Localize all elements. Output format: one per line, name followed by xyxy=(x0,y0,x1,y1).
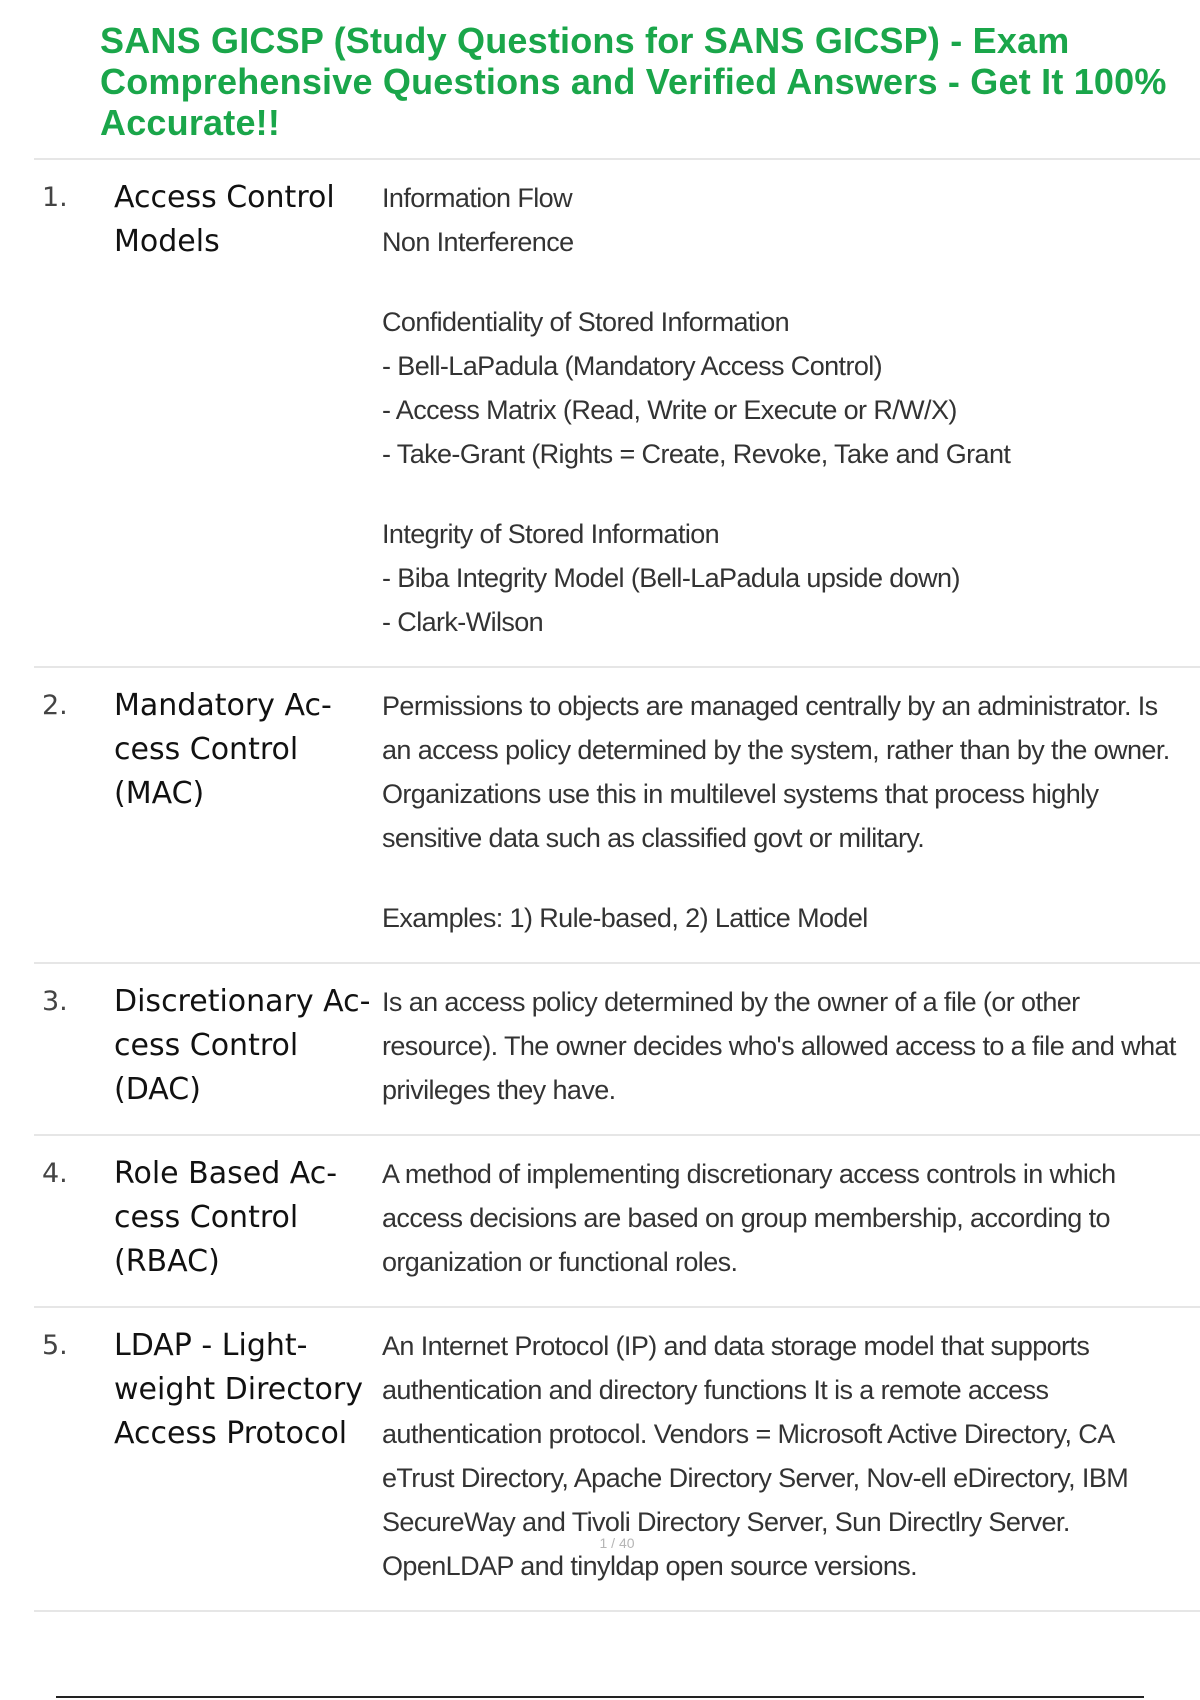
definition-line: A method of implementing discretionary access controls in which access decisions are based on group membership, according to organization or functional roles. xyxy=(382,1159,1116,1277)
qa-definition xyxy=(382,176,1200,644)
qa-term: Mandatory Ac-cess Control (MAC) xyxy=(114,688,332,811)
paragraph-gap xyxy=(382,476,1186,512)
definition-line: - Bell-LaPadula (Mandatory Access Control) xyxy=(382,351,883,381)
definition-line: Confidentiality of Stored Information xyxy=(382,307,790,337)
qa-term: Discretionary Ac-cess Control (DAC) xyxy=(114,984,371,1107)
definition-line: - Take-Grant (Rights = Create, Revoke, Take and Grant xyxy=(382,439,1011,469)
definition-line: - Biba Integrity Model (Bell-LaPadula upside down) xyxy=(382,563,960,593)
definition-line: Permissions to objects are managed centrally by an administrator. Is an access policy determined by the system, rather than by the owner. Organizations use this in multilevel systems that process highly sensitive data such as classified govt or military. xyxy=(382,691,1170,853)
qa-row xyxy=(34,1136,1200,1308)
qa-definition xyxy=(382,684,1200,940)
qa-number: 4. xyxy=(42,1158,68,1189)
qa-term: LDAP - Light-weight Directory Access Protocol xyxy=(114,1328,363,1451)
qa-row xyxy=(34,668,1200,964)
page-indicator: 1 / 40 xyxy=(599,1535,635,1551)
qa-number: 3. xyxy=(42,986,68,1017)
paragraph-gap xyxy=(382,860,1186,896)
definition-line: - Clark-Wilson xyxy=(382,607,544,637)
qa-number: 2. xyxy=(42,690,68,721)
qa-row xyxy=(34,160,1200,668)
qa-number: 1. xyxy=(42,182,68,213)
qa-table xyxy=(34,158,1200,1612)
document-title: SANS GICSP (Study Questions for SANS GICSP) - Exam Comprehensive Questions and Verified Answers - Get It 100% Accurate!! xyxy=(100,20,1167,143)
qa-row xyxy=(34,964,1200,1136)
definition-line: Is an access policy determined by the owner of a file (or other resource). The owner decides who's allowed access to a file and what privileges they have. xyxy=(382,987,1176,1105)
paragraph-gap xyxy=(382,264,1186,300)
qa-definition xyxy=(382,980,1200,1112)
definition-line: Non Interference xyxy=(382,227,574,257)
definition-line: Integrity of Stored Information xyxy=(382,519,720,549)
definition-line: Information Flow xyxy=(382,183,572,213)
qa-term: Role Based Ac-cess Control (RBAC) xyxy=(114,1156,338,1279)
page-bottom-rule xyxy=(56,1696,1144,1698)
definition-line: An Internet Protocol (IP) and data storage model that supports authentication and directory functions It is a remote access authentication protocol. Vendors = Microsoft Active Directory, CA eTrust Directory, Apache Directory Server, Nov-ell eDirectory, IBM SecureWay and Tivoli Directory Server, Sun Directlry Server. OpenLDAP and tinyldap open source versions. xyxy=(382,1331,1129,1581)
qa-row xyxy=(34,1308,1200,1612)
qa-number: 5. xyxy=(42,1330,68,1361)
definition-line: Examples: 1) Rule-based, 2) Lattice Model xyxy=(382,903,868,933)
qa-term: Access Control Models xyxy=(114,180,335,259)
qa-definition xyxy=(382,1152,1200,1284)
definition-line: - Access Matrix (Read, Write or Execute or R/W/X) xyxy=(382,395,957,425)
